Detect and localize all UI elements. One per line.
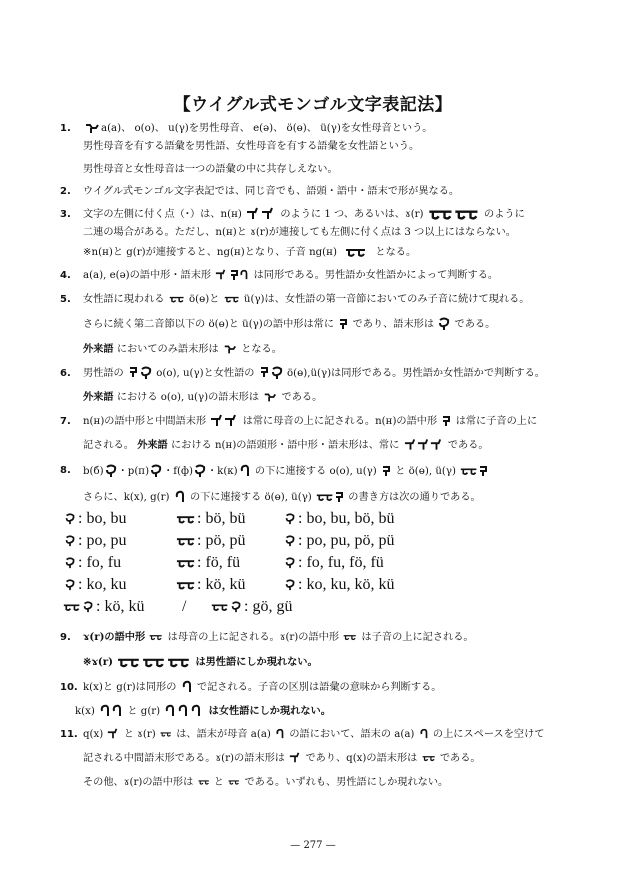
rule-text: となる。 [241,344,282,355]
rule-text: のように [484,209,525,220]
rule-text: と ɤ(r) [123,729,156,740]
mongolian-medial-glyph-icon [338,318,348,330]
rule-number: 2. [60,186,71,197]
rule-text: の語において、語末の a(a) [289,729,415,740]
rule-text: における o(o), u(γ)の語末形は [116,392,260,403]
page-title: 【ウイグル式モンゴル文字表記法】 [173,95,453,115]
rule-text: b(б) [83,466,104,477]
page-number: — 277 — [290,840,336,851]
cell-text: ko, ku, kö, kü [306,576,395,593]
rule-number: 9. [60,632,71,643]
rule-text: ö(ɵ),ü(γ)は同形である。男性語か女性語かで判断する。 [286,368,545,379]
rule-line [83,121,433,136]
rule-text: である。いずれも、男性語にしか現れない。 [244,777,449,788]
cell-text: bo, bu, bö, bü [306,510,395,527]
rule-text: で記される。子音の区別は語彙の意味から判断する。 [196,682,442,693]
rule-line [83,727,544,742]
rule-line [83,390,322,405]
rule-text: q(x) [83,729,104,740]
cell-text: / [182,598,187,615]
rule-text: は女性語にしか現れない。 [208,705,331,717]
table-cell: : gö, gü [210,598,292,616]
mongolian-p-glyph-icon [150,464,162,478]
rule-line [83,775,448,790]
mongolian-k-word-glyph-icon [99,704,123,718]
rule-text: である。 [454,319,496,330]
rule-line [83,630,474,645]
rule-line [83,317,495,332]
mongolian-syllable-glyph-icon [283,579,297,591]
rule-text: である。 [281,392,323,403]
mongolian-syllable-glyph-icon [176,557,196,569]
mongolian-b-glyph-icon [105,464,117,478]
cell-text: pö, pü [205,532,246,549]
rule-text: 女性語に現われる [83,294,165,305]
rule-text: さらに、k(x), g(r) [83,492,170,503]
mongolian-syllable-glyph-icon [176,535,196,547]
mongolian-syllable-glyph-icon [63,601,95,613]
mongolian-glyph-icon [84,122,100,134]
rule-line [83,438,489,453]
rule-text: の下に連接する ö(ɵ), ü(γ) [189,492,312,503]
mongolian-loan-o-glyph-icon [263,391,277,403]
mongolian-syllable-glyph-icon [283,557,297,569]
rule-text: ※ɤ(r) [83,656,113,668]
rule-text: は常に子音の上に [455,416,538,427]
mongolian-n-loan-glyph-icon [404,438,444,452]
rule-line [83,268,498,283]
mongolian-r-final-glyph-icon [289,752,301,764]
rule-text: と ö(ɵ), ü(γ) [395,466,456,477]
mongolian-r-words-glyph-icon [117,655,191,669]
table-cell: : po, pu, pö, pü [282,532,394,550]
rule-text: は母音の上に記される。ɤ(r)の語中形 [167,632,340,643]
rule-line [83,342,282,357]
table-cell: : fö, fü [175,554,240,572]
rule-number: 8. [60,465,71,476]
rule-text: ・f(ф) [163,466,193,477]
table-cell: : pö, pü [175,532,245,550]
rule-text: は同形である。男性語か女性語かによって判断する。 [253,270,499,281]
rule-line [75,704,331,719]
rule-text: は、語末が母音 a(a) [176,729,271,740]
mongolian-syllable-glyph-icon [63,535,77,547]
rule-line [83,680,441,695]
cell-text: po, pu [86,532,127,549]
cell-text: bö, bü [205,510,246,527]
rule-text: ・k(к) [206,466,238,477]
mongolian-oeue-glyph-icon [316,491,344,503]
mongolian-oe-glyph-icon [169,293,185,305]
mongolian-kg-glyph-icon [181,680,193,694]
rule-text: ※n(н)と g(r)が連接すると、ng(н)となり、子音 ng(н) [83,247,337,258]
rule-text: は常に母音の上に記される。n(н)の語中形 [242,416,438,427]
rule-text: においてのみ語末形は [116,344,219,355]
rule-line [83,366,545,381]
mongolian-syllable-glyph-icon [63,579,77,591]
rule-number: 4. [60,270,71,281]
mongolian-oeue-glyph-icon [460,465,488,477]
rule-line: 男性母音と女性母音は一つの語彙の中に共存しえない。 [83,164,338,175]
mongolian-k-glyph-icon [239,463,251,479]
rule-text: となる。 [375,247,417,258]
rule-text: a(a), e(ə)の語中形・語末形 [83,270,212,281]
rule-text: o(o), u(γ)と女性語の [156,368,255,379]
mongolian-ue-glyph-icon [224,293,240,305]
mongolian-loan-final-glyph-icon [223,343,237,355]
cell-text: fö, fü [205,554,241,571]
cell-text: ko, ku [86,576,127,593]
cell-text: kö, kü [104,598,145,615]
cell-text: fo, fu [86,554,122,571]
table-cell: : ko, ku, kö, kü [282,576,394,594]
mongolian-r-final-glyph-icon [160,728,172,740]
table-cell: : kö, kü [175,576,245,594]
cell-text: gö, gü [252,598,293,615]
rule-text: であり、q(x)の語末形は [305,753,418,764]
mongolian-a-final-glyph-icon [419,727,429,741]
rule-line: 男性母音を有する語彙を男性語、女性母音を有する語彙を女性語という。 [83,141,420,152]
rule-text: と g(r) [127,706,161,717]
rule-text: 文字の左側に付く点（･）は、n(н) [83,209,242,220]
mongolian-r-vowel-glyph-icon [149,631,163,643]
rule-text: ü(γ)は、女性語の第一音節においてのみ子音に続けて現れる。 [243,294,530,305]
rule-text: 記される中間語末形である。ɤ(r)の語末形は [83,753,285,764]
rule-text: ɤ(r)の語中形 [83,631,146,643]
rule-number: 1. [60,123,71,134]
rule-line [83,292,529,307]
loanword-label: 外来語 [137,439,168,451]
loanword-label: 外来語 [83,391,114,403]
rule-text: a(a)、 o(o)、 u(γ)を男性母音、 e(ə)、 ö(ɵ)、 ü(γ)を女性母音という。 [101,123,433,134]
rule-text: その他、ɤ(r)の語中形は [83,777,194,788]
table-cell [182,598,186,616]
table-cell: : bo, bu [62,510,126,528]
mongolian-ng-glyph-icon [341,246,371,258]
rule-line [83,751,481,766]
cell-text: po, pu, pö, pü [306,532,395,549]
rule-line [83,490,481,505]
rule-text: である。 [439,753,481,764]
rule-number: 11. [60,729,78,740]
mongolian-kg-glyph-icon [174,490,186,504]
cell-text: bo, bu [86,510,127,527]
mongolian-r-glyph-icon [428,207,480,221]
mongolian-a-glyph-icon [215,269,249,281]
mongolian-o-glyph-icon [128,366,152,380]
mongolian-final-glyph-icon [438,317,450,331]
rule-text: の書き方は次の通りである。 [348,492,481,503]
rule-line: ウイグル式モンゴル文字表記では、同じ音でも、語頭・語中・語末で形が異なる。 [83,186,460,197]
loanword-label: 外来語 [83,343,114,355]
mongolian-syllable-glyph-icon [176,513,196,525]
mongolian-q-final-glyph-icon [107,728,119,740]
mongolian-f-glyph-icon [194,464,206,478]
rule-text: における n(н)の語頭形・語中形・語末形は、常に [171,440,400,451]
rule-text: k(x) [75,706,95,717]
rule-text: である。 [447,440,489,451]
cell-text: kö, kü [205,576,246,593]
rule-line [83,414,537,429]
mongolian-syllable-glyph-icon [211,601,243,613]
mongolian-oe-female-glyph-icon [259,366,283,380]
table-cell: : po, pu [62,532,126,550]
rule-line: 二連の場合がある。ただし、n(н)と ɤ(r)が連接しても左側に付く点は 3 つ以上にはならない。 [83,227,516,238]
table-cell: : ko, ku [62,576,126,594]
rule-number: 3. [60,209,71,220]
rule-text: と [213,777,224,788]
rule-number: 7. [60,416,71,427]
table-cell: : bo, bu, bö, bü [282,510,394,528]
rule-number: 5. [60,294,71,305]
rule-text: は子音の上に記される。 [361,632,474,643]
rule-text: n(н)の語中形と中間語末形 [83,416,207,427]
mongolian-syllable-glyph-icon [283,535,297,547]
mongolian-a-final-glyph-icon [275,727,285,741]
rule-line [83,207,525,222]
rule-text: ö(ɵ)と [189,294,220,305]
rule-text: さらに続く第二音節以下の ö(ɵ)と ü(γ)の語中形は常に [83,319,335,330]
mongolian-syllable-glyph-icon [63,557,77,569]
rule-text: のように 1 つ、あるいは、ɤ(r) [280,209,424,220]
rule-text: の上にスペースを空けて [432,729,545,740]
mongolian-n-consonant-glyph-icon [441,415,451,427]
mongolian-g-word-glyph-icon [164,704,204,718]
rule-line [83,245,416,260]
rule-text: ・p(п) [117,466,150,477]
rule-line [83,463,489,479]
mongolian-syllable-glyph-icon [283,513,297,525]
cell-text: fo, fu, fö, fü [306,554,384,571]
mongolian-r-medial-glyph-icon [198,776,210,788]
mongolian-syllable-glyph-icon [176,579,196,591]
table-cell: : fo, fu [62,554,121,572]
rule-number: 6. [60,368,71,379]
mongolian-syllable-glyph-icon [63,513,77,525]
mongolian-r-medial-glyph-icon [228,776,240,788]
rule-text: の下に連接する o(o), u(γ) [254,466,377,477]
rule-text: であり、語末形は [352,319,435,330]
mongolian-ou-glyph-icon [381,465,391,477]
mongolian-r-consonant-glyph-icon [343,631,357,643]
rule-text: 男性語の [83,368,124,379]
rule-number: 10. [60,682,78,693]
rule-text: は男性語にしか現れない。 [195,656,318,668]
mongolian-n-medial-glyph-icon [210,414,238,428]
table-cell: : bö, bü [175,510,245,528]
table-cell: : kö, kü [62,598,144,616]
rule-text: 記される。 [83,440,134,451]
rule-line [83,655,318,670]
mongolian-n-glyph-icon [246,207,276,221]
mongolian-q-final-glyph-icon [422,752,436,764]
rule-text: k(x)と g(r)は同形の [83,682,177,693]
table-cell: : fo, fu, fö, fü [282,554,384,572]
